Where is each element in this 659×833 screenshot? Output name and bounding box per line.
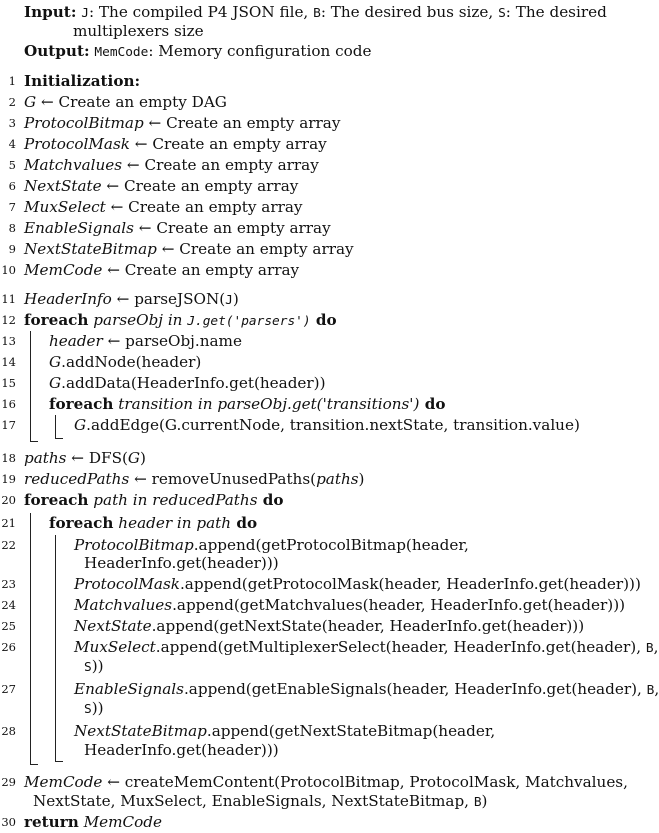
line-number: 12 [1,313,16,327]
line-number: 29 [1,775,16,789]
line-number: 14 [1,355,16,369]
code-line-28: NextStateBitmap.append(getNextStateBitmap(header, [74,722,496,740]
code-line-14: G.addNode(header) [49,353,202,371]
code-line-1: Initialization: [24,72,141,90]
scope-bar-foreach-header [55,535,56,761]
scope-bar-foreach-parsers [30,331,31,441]
line-number: 30 [1,815,16,829]
code-line-23: ProtocolMask.append(getProtocolMask(header, HeaderInfo.get(header))) [74,575,641,593]
code-line-27: EnableSignals.append(getEnableSignals(header, HeaderInfo.get(header), B, [74,680,659,698]
line-number: 4 [8,137,16,151]
line-number: 23 [1,577,16,591]
code-line-10: MemCode ← Create an empty array [24,261,300,279]
line-number: 15 [1,376,16,390]
code-line-5: Matchvalues ← Create an empty array [24,156,319,174]
code-line-17: G.addEdge(G.currentNode, transition.nextState, transition.value) [74,416,580,434]
code-line-25: NextState.append(getNextState(header, HeaderInfo.get(header))) [74,617,585,635]
input-line: Input: J: The compiled P4 JSON file, B: The desired bus size, S: The desired [24,3,607,21]
line-number: 25 [1,619,16,633]
line-number: 11 [1,292,16,306]
line-number: 1 [8,74,16,88]
code-line-22-cont: HeaderInfo.get(header))) [84,554,279,572]
line-number: 3 [8,116,16,130]
code-line-9: NextStateBitmap ← Create an empty array [24,240,354,258]
code-line-30: return MemCode [24,813,163,831]
code-line-4: ProtocolMask ← Create an empty array [24,135,327,153]
code-line-24: Matchvalues.append(getMatchvalues(header, HeaderInfo.get(header))) [74,596,626,614]
code-line-26-cont: S)) [84,657,104,675]
scope-bar-foreach-transitions [55,415,56,438]
line-number: 16 [1,397,16,411]
line-number: 5 [8,158,16,172]
scope-hook [30,441,38,442]
code-line-18: paths ← DFS(G) [24,449,146,467]
code-line-3: ProtocolBitmap ← Create an empty array [24,114,341,132]
line-number: 2 [8,95,16,109]
line-number: 21 [1,516,16,530]
line-number: 22 [1,538,16,552]
scope-hook [30,764,38,765]
code-line-19: reducedPaths ← removeUnusedPaths(paths) [24,470,365,488]
line-number: 20 [1,493,16,507]
scope-bar-foreach-paths [30,513,31,764]
line-number: 28 [1,724,16,738]
line-number: 6 [8,179,16,193]
line-number: 26 [1,640,16,654]
line-number: 7 [8,200,16,214]
code-line-2: G ← Create an empty DAG [24,93,227,111]
line-number: 8 [8,221,16,235]
code-line-27-cont: S)) [84,699,104,717]
line-number: 19 [1,472,16,486]
line-number: 10 [1,263,16,277]
line-number: 13 [1,334,16,348]
code-line-29-cont: NextState, MuxSelect, EnableSignals, NextStateBitmap, B) [33,792,488,810]
line-number: 27 [1,682,16,696]
output-line: Output: MemCode: Memory configuration code [24,42,372,60]
line-number: 9 [8,242,16,256]
scope-hook [55,438,63,439]
code-line-21: foreach header in path do [49,514,258,532]
code-line-13: header ← parseObj.name [49,332,242,350]
code-line-11: HeaderInfo ← parseJSON(J) [24,290,239,308]
code-line-28-cont: HeaderInfo.get(header))) [84,741,279,759]
code-line-15: G.addData(HeaderInfo.get(header)) [49,374,326,392]
code-line-16: foreach transition in parseObj.get('transitions') do [49,395,446,413]
code-line-7: MuxSelect ← Create an empty array [24,198,303,216]
code-line-26: MuxSelect.append(getMultiplexerSelect(header, HeaderInfo.get(header), B, [74,638,659,656]
code-line-6: NextState ← Create an empty array [24,177,299,195]
line-number: 18 [1,451,16,465]
scope-hook [55,761,63,762]
code-line-20: foreach path in reducedPaths do [24,491,284,509]
line-number: 24 [1,598,16,612]
code-line-12: foreach parseObj in J.get('parsers') do [24,311,337,329]
code-line-29: MemCode ← createMemContent(ProtocolBitmap, ProtocolMask, Matchvalues, [24,773,628,791]
code-line-8: EnableSignals ← Create an empty array [24,219,331,237]
code-line-22: ProtocolBitmap.append(getProtocolBitmap(header, [74,536,469,554]
input-line-cont: multiplexers size [73,22,204,40]
line-number: 17 [1,418,16,432]
